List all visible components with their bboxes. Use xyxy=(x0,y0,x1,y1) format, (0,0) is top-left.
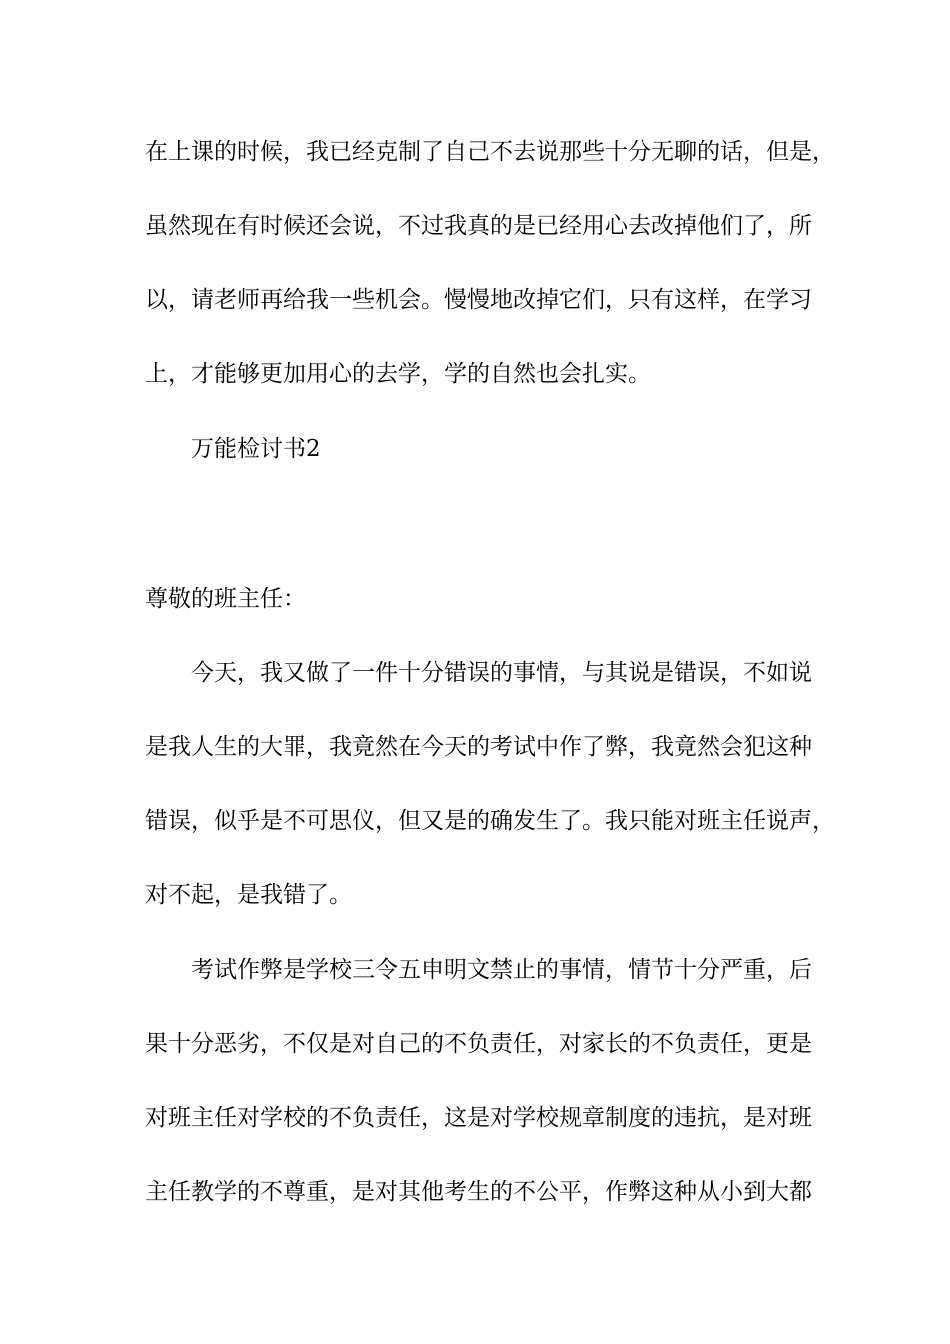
paragraph-line: 虽然现在有时候还会说，不过我真的是已经用心去改掉他们了，所 xyxy=(145,213,812,239)
paragraph-line: 是我人生的大罪，我竟然在今天的考试中作了弊，我竟然会犯这种 xyxy=(145,734,812,760)
paragraph-line: 对不起，是我错了。 xyxy=(145,882,352,908)
paragraph-line: 以，请老师再给我一些机会。慢慢地改掉它们，只有这样，在学习 xyxy=(145,287,812,313)
paragraph-line: 考试作弊是学校三令五申明文禁止的事情，情节十分严重，后 xyxy=(191,957,812,983)
salutation: 尊敬的班主任： xyxy=(145,586,306,612)
paragraph-line: 上，才能够更加用心的去学，学的自然也会扎实。 xyxy=(145,361,651,387)
paragraph-line: 主任教学的不尊重，是对其他考生的不公平，作弊这种从小到大都 xyxy=(145,1179,812,1205)
section-heading: 万能检讨书2 xyxy=(191,436,321,462)
paragraph-line: 果十分恶劣，不仅是对自己的不负责任，对家长的不负责任，更是 xyxy=(145,1031,812,1057)
paragraph-line: 错误，似乎是不可思仪，但又是的确发生了。我只能对班主任说声， xyxy=(145,808,835,834)
paragraph-line: 今天，我又做了一件十分错误的事情，与其说是错误，不如说 xyxy=(191,660,812,686)
paragraph-line: 对班主任对学校的不负责任，这是对学校规章制度的违抗，是对班 xyxy=(145,1105,812,1131)
paragraph-line: 在上课的时候，我已经克制了自己不去说那些十分无聊的话，但是， xyxy=(145,139,835,165)
